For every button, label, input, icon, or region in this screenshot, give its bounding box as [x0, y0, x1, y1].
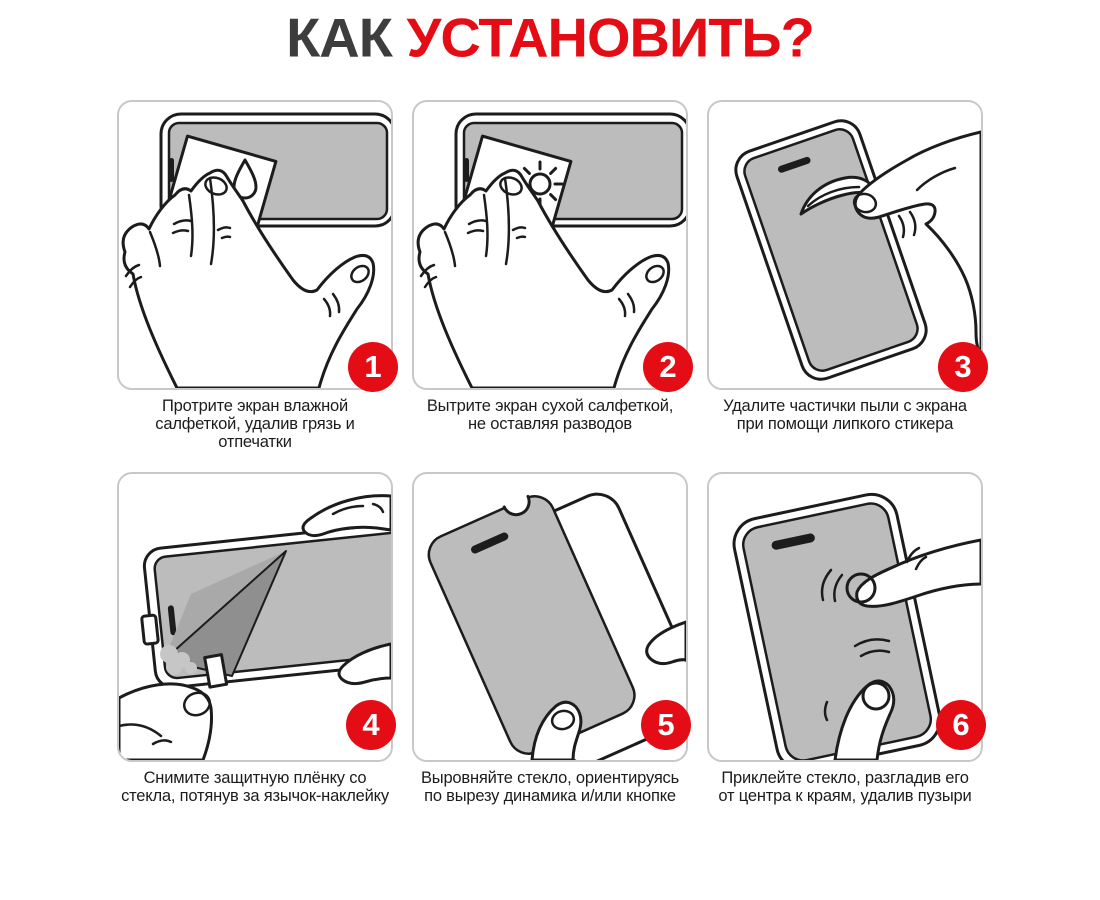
- step-cell-2: [412, 100, 688, 472]
- phone-portrait: [730, 115, 931, 384]
- step-2-illustration: [414, 102, 686, 388]
- step-1-caption: Протрите экран влажной салфеткой, удалив грязь и отпечатки: [155, 397, 355, 451]
- pull-tab: [205, 655, 227, 687]
- step-cell-5: [412, 472, 688, 844]
- step-number-badge: 6: [936, 700, 986, 750]
- step-2-caption: Вытрите экран сухой салфеткой, не оставляя разводов: [426, 397, 674, 433]
- bottom-hand: [119, 684, 213, 760]
- step-cell-6: [707, 472, 983, 844]
- step-number-badge: 1: [348, 342, 398, 392]
- step-3-illustration: [709, 102, 981, 388]
- step-number-badge: 2: [643, 342, 693, 392]
- page-title: [0, 6, 1100, 69]
- step-number-badge: 4: [346, 700, 396, 750]
- step-1-illustration: [119, 102, 391, 388]
- step-cell-1: [117, 100, 393, 472]
- step-3-caption: Удалите частички пыли с экрана при помощи липкого стикера: [723, 397, 967, 433]
- step-number-badge: 3: [938, 342, 988, 392]
- step-1-panel: [117, 100, 393, 390]
- step-6-caption: Приклейте стекло, разгладив его от центра к краям, удалив пузыри: [718, 769, 972, 805]
- step-number-badge: 5: [641, 700, 691, 750]
- step-2-panel: [412, 100, 688, 390]
- title-word-how: КАК: [286, 6, 392, 69]
- phone-portrait: [729, 490, 945, 760]
- step-5-caption: Выровняйте стекло, ориентируясь по вырезу динамика и/или кнопке: [420, 769, 679, 805]
- step-cell-4: [117, 472, 393, 844]
- step-cell-3: [707, 100, 983, 472]
- step-3-panel: [707, 100, 983, 390]
- step-4-caption: Снимите защитную плёнку со стекла, потянув за язычок-наклейку: [121, 769, 389, 805]
- steps-grid: [117, 100, 983, 844]
- title-space: [392, 7, 407, 69]
- title-word-install: УСТАНОВИТЬ?: [406, 6, 814, 69]
